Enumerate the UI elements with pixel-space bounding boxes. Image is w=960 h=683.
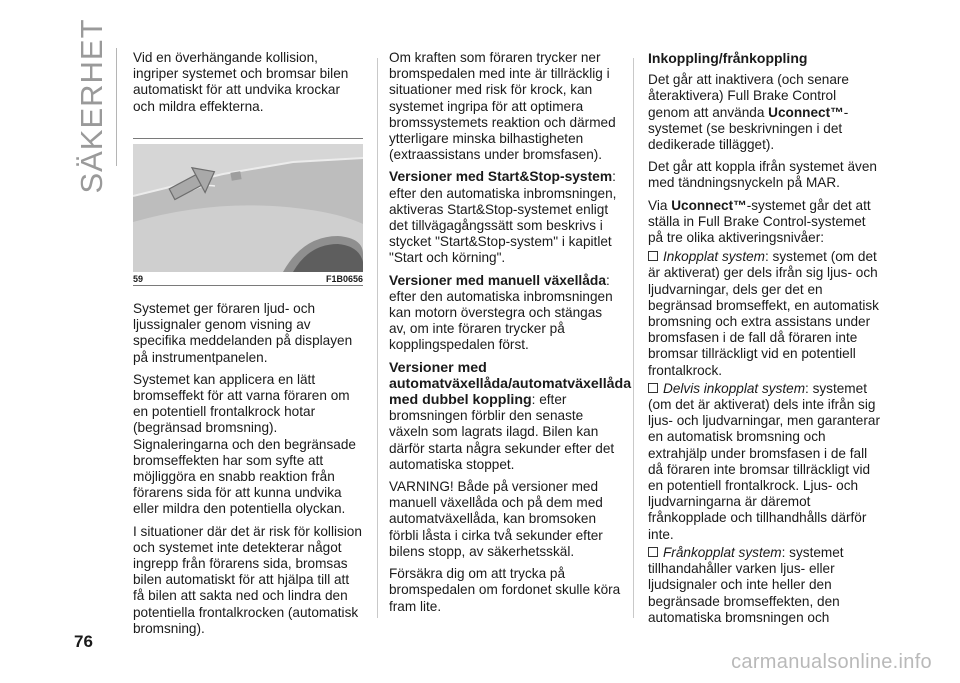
paragraph: I situationer där det är risk för kollision och systemet inte detekterar något ingrepp från förarens sida, bromsas bilen automatiskt för att hjälpa till att få bilen att sakta ned och lindra den potentiella frontalkrocken (automatisk bromsning). <box>133 523 362 636</box>
section-divider <box>116 48 117 166</box>
watermark: carmanualsonline.info <box>731 651 932 673</box>
checkbox-bullet-icon <box>648 547 658 557</box>
activation-heading: Inkoppling/frånkoppling <box>648 50 808 66</box>
start-stop-section: Versioner med Start&Stop-system: efter den automatiska inbromsningen, aktiveras Start&Stop-systemet enligt det tillvägagångssätt som beskrivs i stycket "Start&Stop-system" i kapitlet "Start och körning". <box>389 169 617 266</box>
list-item: Inkopplat system: systemet (om det är aktiverat) ger dels ifrån sig ljus- och ljudvarningar, dels ger det en begränsad bromseffekt, en automatisk bromsning och extra assistans under bromsfasen i de fall då föraren inte bromsar tillräckligt vid en potentiell frontalkrock. <box>648 249 879 378</box>
warning-paragraph: VARNING! Både på versioner med manuell växellåda och på dem med automatväxellåda, kan bromsoken förbli låsta i cirka två sekunder efter bilens stopp, av säkerhetsskäl. <box>389 479 603 559</box>
figure-top-rule <box>133 138 363 139</box>
list-item: Delvis inkopplat system: systemet (om det är aktiverat) dels inte ifrån sig ljus- och ljudvarningar, men garanterar en automatisk bromsning och extrahjälp under bromsfasen i de fall då föraren inte bromsar tillräckligt vid en potentiell frontalkrock. Ljus- och ljudvarningarna är däremot frånkopplade och tillhandhålls därför inte. <box>648 380 880 542</box>
paragraph: Systemet kan applicera en lätt bromseffekt för att varna föraren om en potentiell frontalkrock hotar (begränsad bromsning). Signaleringarna och den begränsade bromseffekten har som syfte att möjliggöra en snabb reaktion från förarens sida för att kunna undvika eller mildra den potentiella olyckan. <box>133 371 356 517</box>
column-divider <box>633 58 634 618</box>
automatic-gearbox-section: Versioner med automatväxellåda/automatväxellåda med dubbel koppling: efter bromsningen förblir den senaste växeln som lagrats ilagd. Bilen kan därför starta några sekunder efter det automatiska stoppet. <box>389 359 632 472</box>
column-divider <box>377 58 378 618</box>
car-sensor-drawing <box>133 144 363 272</box>
paragraph: Systemet ger föraren ljud- och ljussignaler genom visning av specifika meddelanden på displayen på instrumentpanelen. <box>133 301 353 365</box>
figure-code: F1B0656 <box>325 274 363 284</box>
figure-59 <box>133 138 363 288</box>
uconnect-label: Uconnect™ <box>671 197 747 213</box>
automatic-gearbox-heading: Versioner med automatväxellåda/automatväxellåda med dubbel koppling <box>389 359 632 409</box>
intro-paragraph: Vid en överhängande kollision, ingriper systemet och bromsar bilen automatiskt för att undvika krockar och mildra effekterna. <box>133 50 349 114</box>
paragraph: Om kraften som föraren trycker ner bromspedalen med inte är tillräcklig i situationer med risk för krock, kan systemet ingripa för att optimera bromssystemets reaktion och därmed ytterligare minska bilhastigheten (extraassistans under bromsfasen). <box>389 50 616 163</box>
car-front-illustration <box>133 144 363 272</box>
checkbox-bullet-icon <box>648 251 658 261</box>
column-1 <box>133 50 363 121</box>
column-3 <box>648 50 880 626</box>
paragraph: bromsningen förblir den senaste växeln som lagrats ilagd. Bilen kan därför starta några sekunder efter det automatiska stoppet. <box>389 408 615 472</box>
manual-gearbox-section: Versioner med manuell växellåda: efter den automatiska inbromsningen kan motorn överstegra och stängas av, om inte föraren trycker på kopplingspedalen först. <box>389 272 613 353</box>
uconnect-label: Uconnect™ <box>768 104 844 120</box>
section-title: SÄKERHET <box>74 18 109 194</box>
paragraph: efter den automatiska inbromsningen, aktiveras Start&Stop-systemet enligt det tillvägagångssätt som beskrivs i stycket "Start&Stop-system" i kapitlet "Start och körning". <box>389 185 617 266</box>
paragraph: Det går att koppla ifrån systemet även med tändningsnyckeln på MAR. <box>648 159 877 191</box>
manual-gearbox-heading: Versioner med manuell växellåda <box>389 272 607 288</box>
paragraph: Det går att inaktivera (och senare återaktivera) Full Brake Control genom att använda Uconnect™-systemet (se beskrivningen i det dedikerade tillägget). <box>648 72 849 153</box>
paragraph: Försäkra dig om att trycka på bromspedalen om fordonet skulle köra fram lite. <box>389 566 621 614</box>
start-stop-heading: Versioner med Start&Stop-system <box>389 169 613 185</box>
figure-number: 59 <box>133 274 144 284</box>
paragraph: Via Uconnect™-systemet går det att ställa in Full Brake Control-systemet på tre olika aktiveringsnivåer: <box>648 197 871 246</box>
paragraph: efter den automatiska inbromsningen kan motorn överstegra och stängas av, om inte föraren trycker på kopplingspedalen först. <box>389 288 613 353</box>
column-2 <box>389 50 632 621</box>
list-item: Frånkopplat system: systemet tillhandahåller varken ljus- eller ljudsignaler och inte heller den begränsade bromseffekten, den automatiska bromsningen och <box>648 544 844 625</box>
figure-bottom-rule <box>133 285 363 286</box>
page-number: 76 <box>74 632 93 651</box>
column-1-body <box>133 301 363 643</box>
checkbox-bullet-icon <box>648 383 658 393</box>
